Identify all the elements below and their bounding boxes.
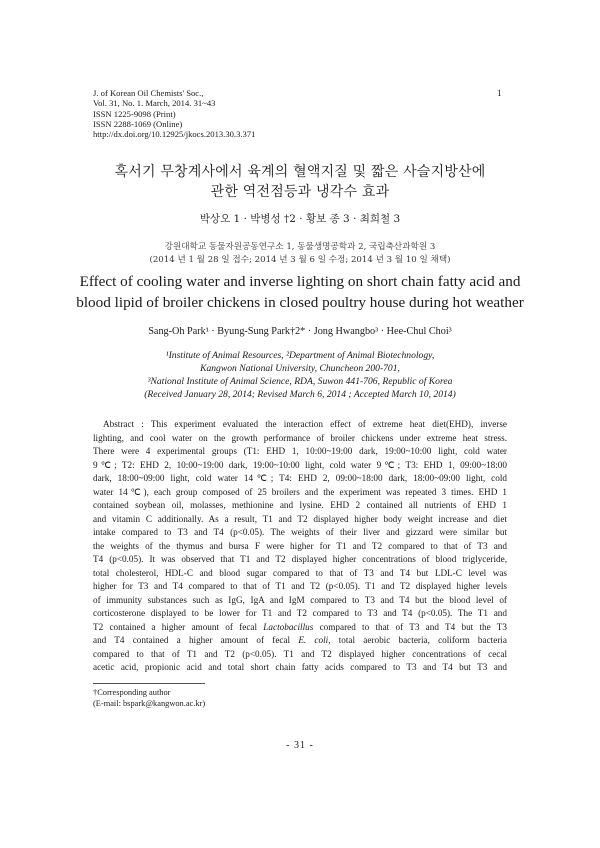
- abstract-line: contained soybean oil, molasses, methionine and lysine. EHD 2 contained all nutrients of EHD 1: [93, 500, 507, 510]
- issn-print: ISSN 1225-9098 (Print): [93, 108, 176, 119]
- abstract-line: of immunity substances such as IgG, IgA and IgM compared to T3 and T4 but the blood level of: [93, 594, 507, 605]
- abstract-line: and vitamin C additionally. As a result, T1 and T2 displayed higher body weight increase and diet: [93, 513, 507, 524]
- korean-authors: 박상오 1 · 박병성 †2 · 황보 종 3 · 최희철 3: [199, 213, 401, 225]
- corresponding-author-label: †Corresponding author: [93, 688, 171, 697]
- english-affiliation-line-3: ³National Institute of Animal Science, RDA, Suwon 441-706, Republic of Korea: [147, 376, 453, 387]
- journal-info: [93, 88, 255, 139]
- korean-affiliation: 강원대학교 동물자원공동연구소 1, 동물생명공학과 2, 국립축산과학원 3: [164, 242, 436, 252]
- abstract-line: higher for T3 and T4 compared to that of T1 and T2 (p<0.05). T1 and T2 displayed higher levels: [93, 581, 507, 591]
- english-affiliation-line-1: ¹Institute of Animal Resources, ²Department of Animal Biotechnology,: [165, 350, 435, 361]
- abstract-line: There were 4 experimental groups (T1: EHD 1, 10:00~19:00 dark, 19:00~10:00 light, cold water: [93, 446, 507, 456]
- page-number: - 31 -: [286, 740, 314, 751]
- abstract-line: dark, 18:00~09:00 light, cold water 14℃; T4: EHD 2, 09:00~18:00 dark, 18:00~09:00 light, cold: [93, 473, 507, 483]
- abstract-line: and T4 contained a higher amount of fecal E. coli, total aerobic bacteria, coliform bacteria: [93, 635, 508, 645]
- abstract-line: T4 (p<0.05). It was observed that T1 and T2 displayed higher concentrations of blood triglyceride,: [93, 554, 507, 564]
- abstract: [93, 418, 507, 675]
- footnote-divider: [93, 683, 205, 684]
- abstract-line: corticosterone displayed to be lower for T1 and T2 compared to T3 and T4 (p<0.05). The T1 and: [93, 608, 507, 618]
- english-title-line-2: blood lipid of broiler chickens in closed poultry house during hot weather: [76, 294, 524, 311]
- abstract-line: intake compared to T3 and T4 (p<0.05). The weights of their liver and gizzard were similar but: [93, 527, 507, 537]
- korean-title-line-2: 관한 역전점등과 냉각수 효과: [210, 184, 390, 200]
- abstract-line: T2 contained a higher amount of fecal Lactobacillus compared to that of T3 and T4 but the T3: [93, 621, 507, 632]
- abstract-line: total cholesterol, HDL-C and blood sugar compared to that of T3 and T4 but LDL-C level was: [93, 567, 507, 578]
- journal-name: J. of Korean Oil Chemists' Soc.,: [93, 88, 204, 98]
- issn-online: ISSN 2288-1069 (Online): [93, 118, 183, 129]
- abstract-line: acetic acid, propionic acid and total short chain fatty acids compared to T3 and T4 but T3 and: [93, 662, 507, 672]
- english-affiliation-line-2: Kangwon National University, Chuncheon 200-701,: [200, 363, 400, 374]
- abstract-line: lighting, and cool water on the growth performance of broiler chickens under extreme heat stress.: [93, 432, 507, 443]
- doi-link[interactable]: http://dx.doi.org/10.12925/jkocs.2013.30.3.371: [93, 129, 256, 140]
- english-received-dates: (Received January 28, 2014; Revised March 6, 2014 ; Accepted March 10, 2014): [144, 389, 456, 400]
- abstract-line: water 14℃), each group composed of 25 broilers and the experiment was repeated 3 times. EHD 1: [93, 486, 507, 497]
- journal-volume: Vol. 31, No. 1. March, 2014. 31~43: [93, 98, 216, 109]
- footnote: [93, 687, 205, 709]
- english-authors: Sang-Oh Park¹ · Byung-Sung Park†2* · Jong Hwangbo³ · Hee-Chul Choi³: [148, 326, 452, 337]
- abstract-line: compared to that of T1 and T2 (p<0.05). T1 and T2 displayed higher concentrations of cecal: [93, 648, 507, 659]
- korean-title-line-1: 혹서기 무창계사에서 육계의 혈액지질 및 짧은 사슬지방산에: [114, 164, 486, 180]
- korean-dates: (2014 년 1 월 28 일 접수; 2014 년 3 월 6 일 수정; 2014 년 3 월 10 일 채택): [149, 255, 451, 265]
- corresponding-author-email[interactable]: (E-mail: bspark@kangwon.ac.kr): [93, 699, 206, 708]
- abstract-line: Abstract : This experiment evaluated the interaction effect of extreme heat diet(EHD), inverse: [103, 419, 507, 429]
- english-title-line-1: Effect of cooling water and inverse lighting on short chain fatty acid and: [79, 273, 521, 290]
- abstract-line: the weights of the thymus and bursa F were higher for T1 and T2 compared to that of T3 and: [93, 540, 507, 551]
- abstract-line: 9℃; T2: EHD 2, 10:00~19:00 dark, 19:00~10:00 light, cold water 9℃; T3: EHD 1, 09:00~18:00: [93, 459, 507, 470]
- corner-page-number: 1: [497, 88, 502, 98]
